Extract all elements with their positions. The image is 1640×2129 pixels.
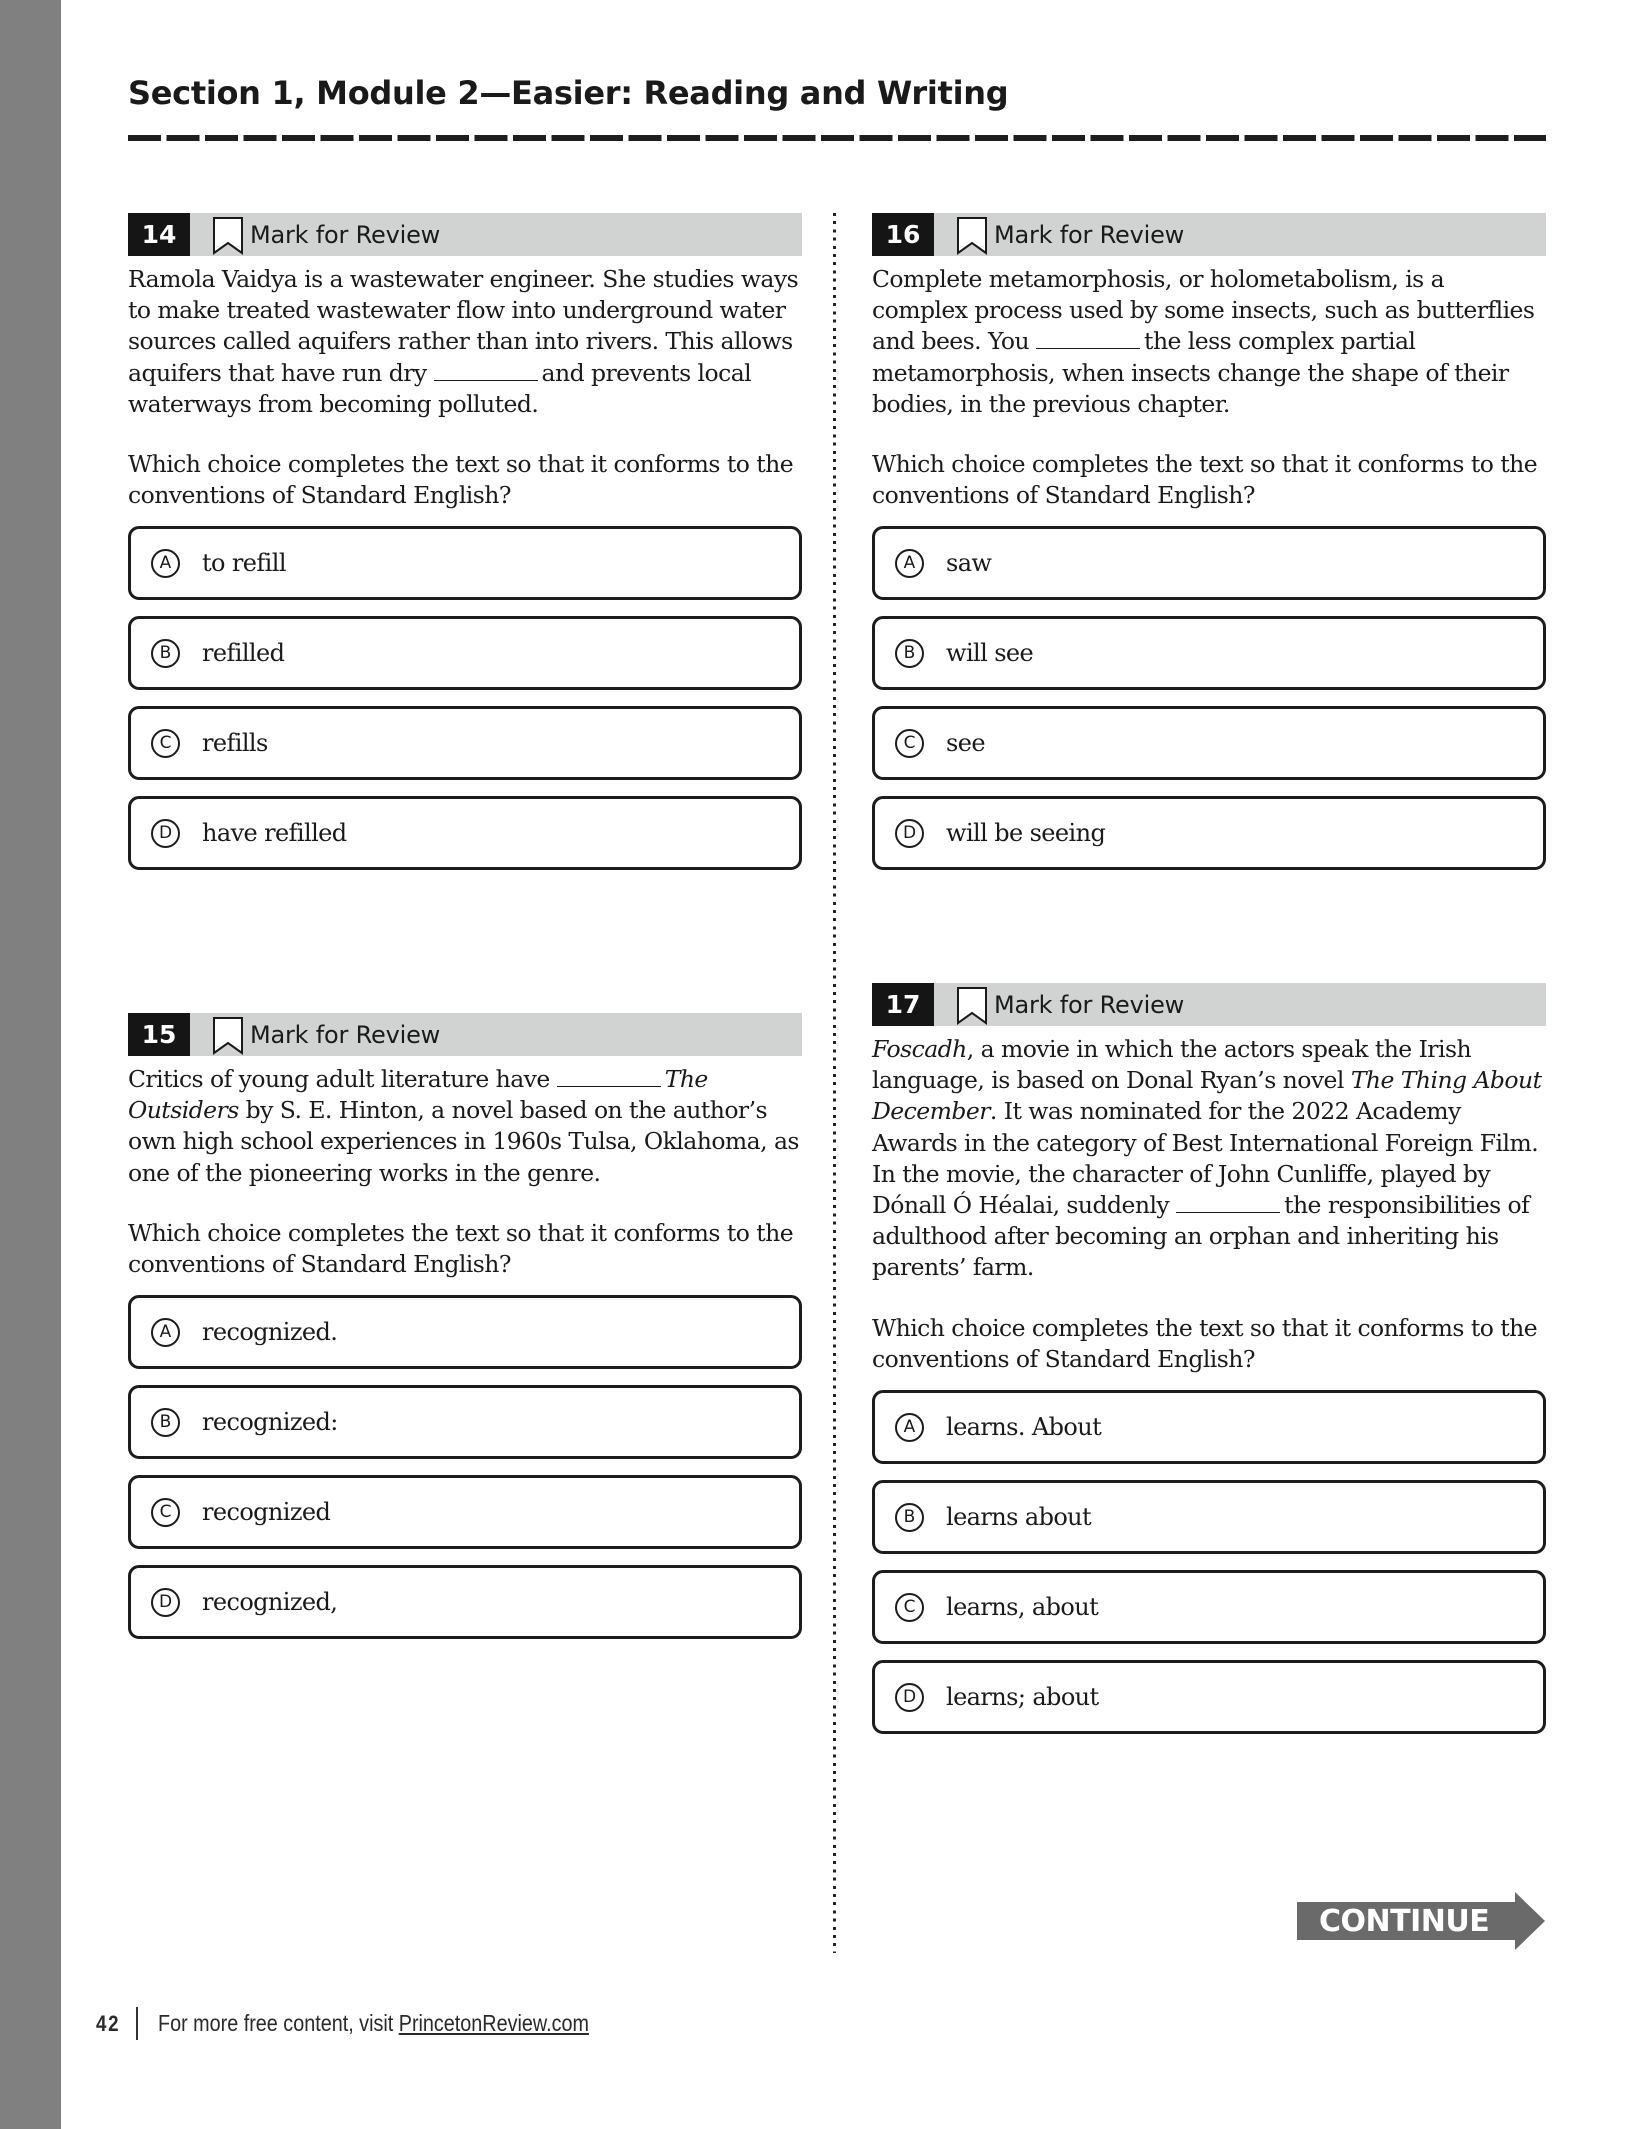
footer-separator xyxy=(136,2007,138,2040)
choice-letter-circle-icon: D xyxy=(151,819,180,848)
answer-choice-b[interactable] xyxy=(872,616,1546,690)
passage-text: Complete metamorphosis, or holometabolism, is a complex process used by some insects, such as butterflies and bees. You xyxy=(872,265,1535,356)
answer-choice-d[interactable] xyxy=(128,796,802,870)
question-header xyxy=(872,213,1546,256)
continue-button[interactable] xyxy=(1297,1892,1545,1950)
bookmark-icon[interactable] xyxy=(956,985,988,1025)
answer-choice-a[interactable] xyxy=(128,1295,802,1369)
question-17 xyxy=(872,983,1546,1750)
answer-choice-a[interactable] xyxy=(128,526,802,600)
question-header xyxy=(872,983,1546,1026)
answer-blank xyxy=(557,1064,661,1087)
choice-letter-circle-icon: D xyxy=(895,1683,924,1712)
section-title: Section 1, Module 2—Easier: Reading and Writing xyxy=(128,74,1009,112)
choice-letter-circle-icon: B xyxy=(895,1503,924,1532)
question-number-badge: 16 xyxy=(872,213,934,256)
answer-blank xyxy=(434,358,538,381)
princeton-review-link[interactable]: PrincetonReview.com xyxy=(399,2010,590,2036)
question-passage xyxy=(872,264,1546,420)
choice-text: recognized. xyxy=(202,1318,338,1347)
choice-text: will see xyxy=(946,639,1034,668)
choice-text: learns about xyxy=(946,1503,1092,1532)
passage-text: , a movie in which the actors speak the Irish language, is based on Donal Ryan’s novel xyxy=(872,1035,1472,1095)
choice-letter-circle-icon: A xyxy=(895,549,924,578)
answer-choice-c[interactable] xyxy=(872,706,1546,780)
mark-for-review-button[interactable]: Mark for Review xyxy=(994,220,1185,249)
answer-blank xyxy=(1036,326,1140,349)
answer-choices xyxy=(872,1390,1546,1734)
passage-text: . It was nominated for the 2022 Academy Awards in the category of Best International Foreign Film. In the movie, the character of John Cunliffe, played by Dónall Ó Héalai, suddenly xyxy=(872,1097,1539,1220)
choice-text: recognized: xyxy=(202,1408,338,1437)
italic-title: The Outsiders xyxy=(128,1065,708,1125)
answer-choice-c[interactable] xyxy=(128,1475,802,1549)
question-15 xyxy=(128,1013,802,1655)
bookmark-icon[interactable] xyxy=(212,215,244,255)
column-divider xyxy=(833,213,836,1953)
mark-for-review-button[interactable]: Mark for Review xyxy=(250,220,441,249)
choice-text: learns, about xyxy=(946,1593,1099,1622)
answer-choices xyxy=(128,1295,802,1639)
choice-text: to refill xyxy=(202,549,286,578)
passage-text: Ramola Vaidya is a wastewater engineer. She studies ways to make treated wastewater flow into underground water sources called aquifers rather than into rivers. This allows aquifers that have run dry xyxy=(128,265,799,387)
question-prompt: Which choice completes the text so that it conforms to the conventions of Standard English? xyxy=(872,1313,1538,1373)
question-number-badge: 17 xyxy=(872,983,934,1026)
answer-choice-a[interactable] xyxy=(872,526,1546,600)
passage-text: Critics of young adult literature have xyxy=(128,1065,557,1093)
answer-choice-c[interactable] xyxy=(128,706,802,780)
choice-letter-circle-icon: C xyxy=(151,729,180,758)
question-header xyxy=(128,1013,802,1056)
mark-for-review-button[interactable]: Mark for Review xyxy=(994,990,1185,1019)
question-passage xyxy=(128,264,802,420)
choice-text: learns. About xyxy=(946,1413,1102,1442)
passage-text: the less complex partial metamorphosis, when insects change the shape of their bodies, in the previous chapter. xyxy=(872,327,1509,418)
answer-blank xyxy=(1176,1190,1280,1213)
page-footer xyxy=(96,2007,660,2040)
continue-label: CONTINUE xyxy=(1319,1904,1490,1939)
title-dashed-rule xyxy=(128,135,1546,141)
choice-letter-circle-icon: D xyxy=(151,1588,180,1617)
answer-choice-d[interactable] xyxy=(128,1565,802,1639)
answer-choices xyxy=(128,526,802,870)
choice-letter-circle-icon: C xyxy=(895,729,924,758)
question-prompt: Which choice completes the text so that it conforms to the conventions of Standard English? xyxy=(128,450,794,510)
passage-text: by S. E. Hinton, a novel based on the author’s own high school experiences in 1960s Tulsa, Oklahoma, as one of the pioneering works in the genre. xyxy=(128,1096,799,1187)
italic-title: The Thing About December xyxy=(872,1066,1542,1126)
question-passage xyxy=(872,1034,1546,1284)
italic-title: Foscadh xyxy=(872,1035,967,1063)
choice-text: recognized, xyxy=(202,1588,338,1617)
choice-text: saw xyxy=(946,549,992,578)
question-number-badge: 15 xyxy=(128,1013,190,1056)
choice-letter-circle-icon: A xyxy=(151,1318,180,1347)
choice-text: refills xyxy=(202,729,268,758)
mark-for-review-button[interactable]: Mark for Review xyxy=(250,1020,441,1049)
answer-choice-a[interactable] xyxy=(872,1390,1546,1464)
question-prompt: Which choice completes the text so that it conforms to the conventions of Standard English? xyxy=(872,450,1538,510)
bookmark-icon[interactable] xyxy=(212,1015,244,1055)
choice-text: recognized xyxy=(202,1498,331,1527)
choice-text: learns; about xyxy=(946,1683,1099,1712)
answer-choice-d[interactable] xyxy=(872,796,1546,870)
question-14 xyxy=(128,213,802,886)
choice-text: refilled xyxy=(202,639,285,668)
question-prompt: Which choice completes the text so that it conforms to the conventions of Standard English? xyxy=(128,1218,794,1279)
question-passage xyxy=(128,1064,802,1189)
passage-text: and prevents local waterways from becoming polluted. xyxy=(128,358,752,418)
answer-choice-d[interactable] xyxy=(872,1660,1546,1734)
choice-text: see xyxy=(946,729,985,758)
answer-choice-c[interactable] xyxy=(872,1570,1546,1644)
passage-text: the responsibilities of adulthood after becoming an orphan and inheriting his parents’ farm. xyxy=(872,1191,1530,1282)
footer-caption: For more free content, visit xyxy=(158,2010,400,2036)
answer-choices xyxy=(872,526,1546,870)
answer-choice-b[interactable] xyxy=(872,1480,1546,1554)
choice-letter-circle-icon: D xyxy=(895,819,924,848)
choice-letter-circle-icon: C xyxy=(895,1593,924,1622)
question-number-badge: 14 xyxy=(128,213,190,256)
answer-choice-b[interactable] xyxy=(128,1385,802,1459)
bookmark-icon[interactable] xyxy=(956,215,988,255)
question-header xyxy=(128,213,802,256)
choice-letter-circle-icon: A xyxy=(895,1413,924,1442)
choice-letter-circle-icon: C xyxy=(151,1498,180,1527)
page-number: 42 xyxy=(96,2010,121,2036)
choice-letter-circle-icon: B xyxy=(151,1408,180,1437)
choice-text: will be seeing xyxy=(946,819,1106,848)
question-16 xyxy=(872,213,1546,886)
answer-choice-b[interactable] xyxy=(128,616,802,690)
choice-text: have refilled xyxy=(202,819,347,848)
footer-text xyxy=(158,2010,589,2037)
choice-letter-circle-icon: B xyxy=(151,639,180,668)
page-edge-bar xyxy=(0,0,61,2129)
choice-letter-circle-icon: B xyxy=(895,639,924,668)
choice-letter-circle-icon: A xyxy=(151,549,180,578)
